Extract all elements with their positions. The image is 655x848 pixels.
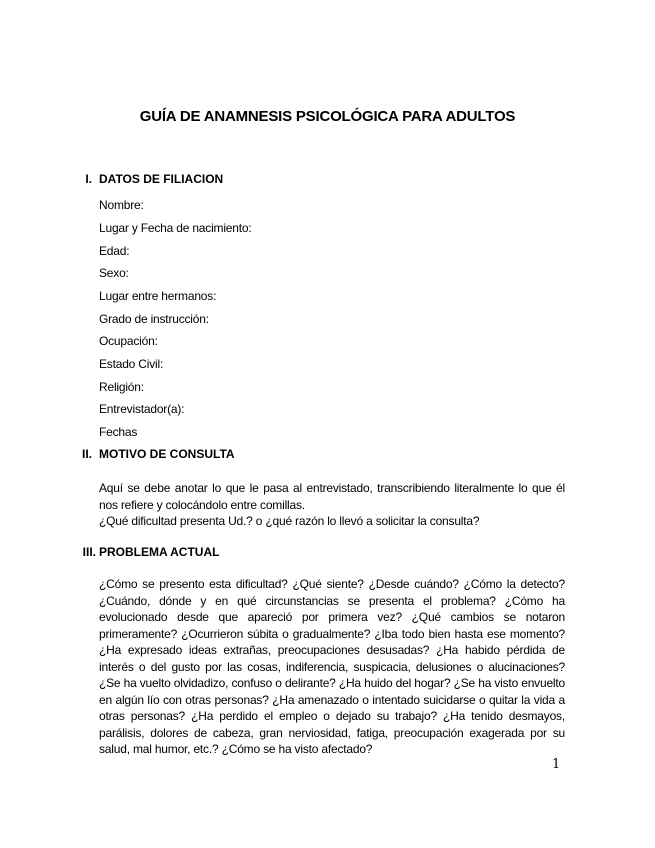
field-religion: Religión: [99,380,144,394]
field-edad: Edad: [99,244,130,258]
field-lugar-entre-hermanos: Lugar entre hermanos: [99,289,217,303]
section-2-number: II. [81,447,92,461]
field-nombre: Nombre: [99,198,144,212]
field-ocupacion: Ocupación: [99,334,158,348]
page-number: 1 [552,757,561,772]
section-3-body [99,576,565,758]
section-2-body [99,480,565,530]
field-lugar-fecha-nacimiento: Lugar y Fecha de nacimiento: [99,221,252,235]
document-title: GUÍA DE ANAMNESIS PSICOLÓGICA PARA ADULTOS [139,108,516,125]
field-fechas: Fechas [99,425,138,439]
section-3-heading: PROBLEMA ACTUAL [99,545,220,559]
section-3-number: III. [82,545,96,559]
section-2-paragraph: Aquí se debe anotar lo que le pasa al entrevistado, transcribiendo literalmente lo que él nos refiere y colocándolo entre comillas. [99,481,565,512]
section-2-heading: MOTIVO DE CONSULTA [99,447,235,461]
section-1-heading: DATOS DE FILIACION [99,172,224,186]
field-sexo: Sexo: [99,266,129,280]
field-grado-instruccion: Grado de instrucción: [99,312,209,326]
field-estado-civil: Estado Civil: [99,357,164,371]
section-2-question: ¿Qué dificultad presenta Ud.? o ¿qué razón lo llevó a solicitar la consulta? [99,514,480,528]
section-3-paragraph: ¿Cómo se presento esta dificultad? ¿Qué siente? ¿Desde cuándo? ¿Cómo la detecto? ¿Cuándo, dónde y en qué circunstancias se presenta el problema? ¿Cómo ha evolucionado desde que apareció por primera vez? ¿Qué cambios se notaron primeramente? ¿Ocurrieron súbita o gradualmente? ¿Iba todo bien hasta ese momento? ¿Ha expresado ideas extrañas, preocupaciones desusadas? ¿Ha habido pérdida de interés o del gusto por las cosas, indiferencia, suspicacia, delusiones o alucinaciones? ¿Se ha vuelto olvidadizo, confuso o delirante? ¿Ha huido del hogar? ¿Se ha visto envuelto en algún lío con otras personas? ¿Ha amenazado o intentado suicidarse o quitar la vida a otras personas? ¿Ha perdido el empleo o dejado su trabajo? ¿Ha tenido desmayos, parálisis, dolores de cabeza, gran nerviosidad, fatiga, preocupación exagerada por su salud, mal humor, etc.? ¿Cómo se ha visto afectado? [99,577,565,756]
field-entrevistador: Entrevistador(a): [99,402,185,416]
section-1-number: I. [85,172,92,186]
